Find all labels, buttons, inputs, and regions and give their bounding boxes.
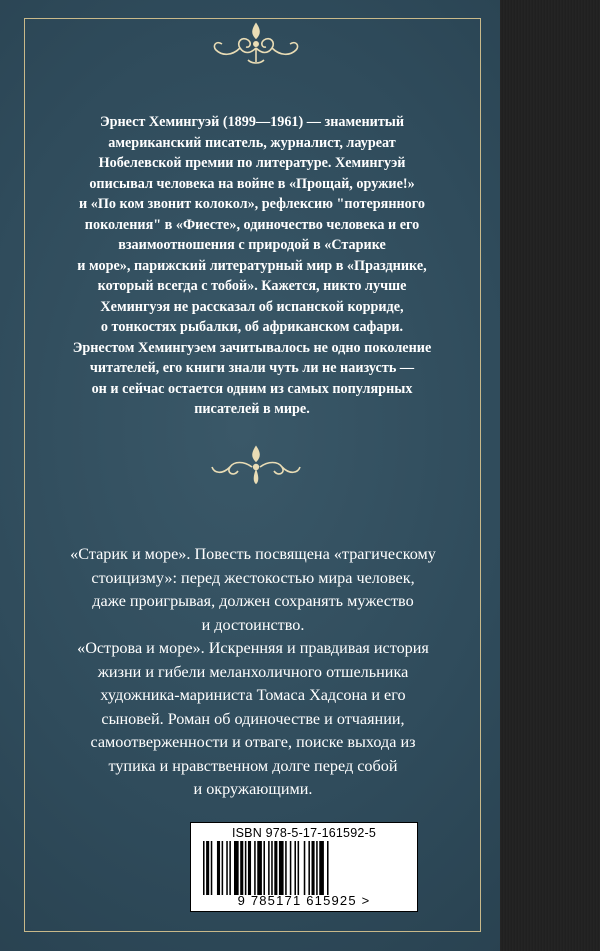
desc-line: и окружающими. [193, 780, 313, 798]
isbn-barcode [190, 822, 418, 912]
bio-line: о тонкостях рыбалки, об африканском сафари. [100, 319, 404, 335]
desc-line: жизни и гибели меланхоличного отшельника [97, 662, 409, 681]
bio-line: Эрнест Хемингуэй (1899—1961) — знаменитый [99, 114, 405, 130]
bio-line: взаимоотношения с природой в «Старике [118, 237, 386, 253]
desc-line: «Острова и море». Искренняя и правдивая история [77, 639, 429, 657]
bio-line: американский писатель, журналист, лауреат [108, 134, 396, 151]
barcode-bars [201, 841, 407, 895]
bio-line: Эрнестом Хемингуэем зачитывалось не одно поколение [72, 339, 432, 356]
floral-ornament-icon [200, 18, 312, 68]
bio-line: который всегда с тобой». Кажется, никто лучше [97, 278, 407, 294]
desc-line: самоотверженности и отваге, поиске выхода из [90, 733, 416, 751]
book-spine [500, 0, 600, 951]
desc-line: и достоинство. [201, 615, 305, 634]
bio-line: и «По ком звонит колокол», рефлексию "потерянного [79, 196, 425, 212]
desc-line: тупика и нравственном долге перед собой [108, 756, 398, 775]
bio-line: описывал человека на войне в «Прощай, оружие!» [89, 175, 415, 192]
desc-line: даже проигрывая, должен сохранять мужество [92, 592, 414, 610]
desc-line: художника-мариниста Томаса Хадсона и его [100, 686, 406, 704]
bio-line: Хемингуэя не рассказал об испанской корриде, [100, 298, 404, 315]
divider-ornament-icon [200, 443, 312, 487]
bio-line: он и сейчас остается одним из самых популярных [91, 380, 413, 397]
books-description [40, 543, 466, 802]
barcode-digits: 9 785171 615925 > [237, 893, 371, 908]
bio-line: читателей, его книги знали чуть ли не наизусть — [89, 360, 415, 376]
desc-line: стоицизму»: перед жестокостью мира человек, [91, 568, 415, 587]
bio-line: писателей в мире. [194, 401, 310, 417]
bio-line: и море», парижский литературный мир в «Празднике, [77, 257, 427, 274]
desc-line: «Старик и море». Повесть посвящена «трагическому [70, 545, 436, 563]
isbn-label: ISBN 978-5-17-161592-5 [231, 826, 377, 840]
bio-line: поколения" в «Фиесте», одиночество человека и его [84, 216, 420, 233]
author-biography [44, 112, 460, 420]
desc-line: сыновей. Роман об одиночестве и отчаянии, [101, 709, 405, 728]
bio-line: Нобелевской премии по литературе. Хемингуэй [98, 155, 406, 171]
